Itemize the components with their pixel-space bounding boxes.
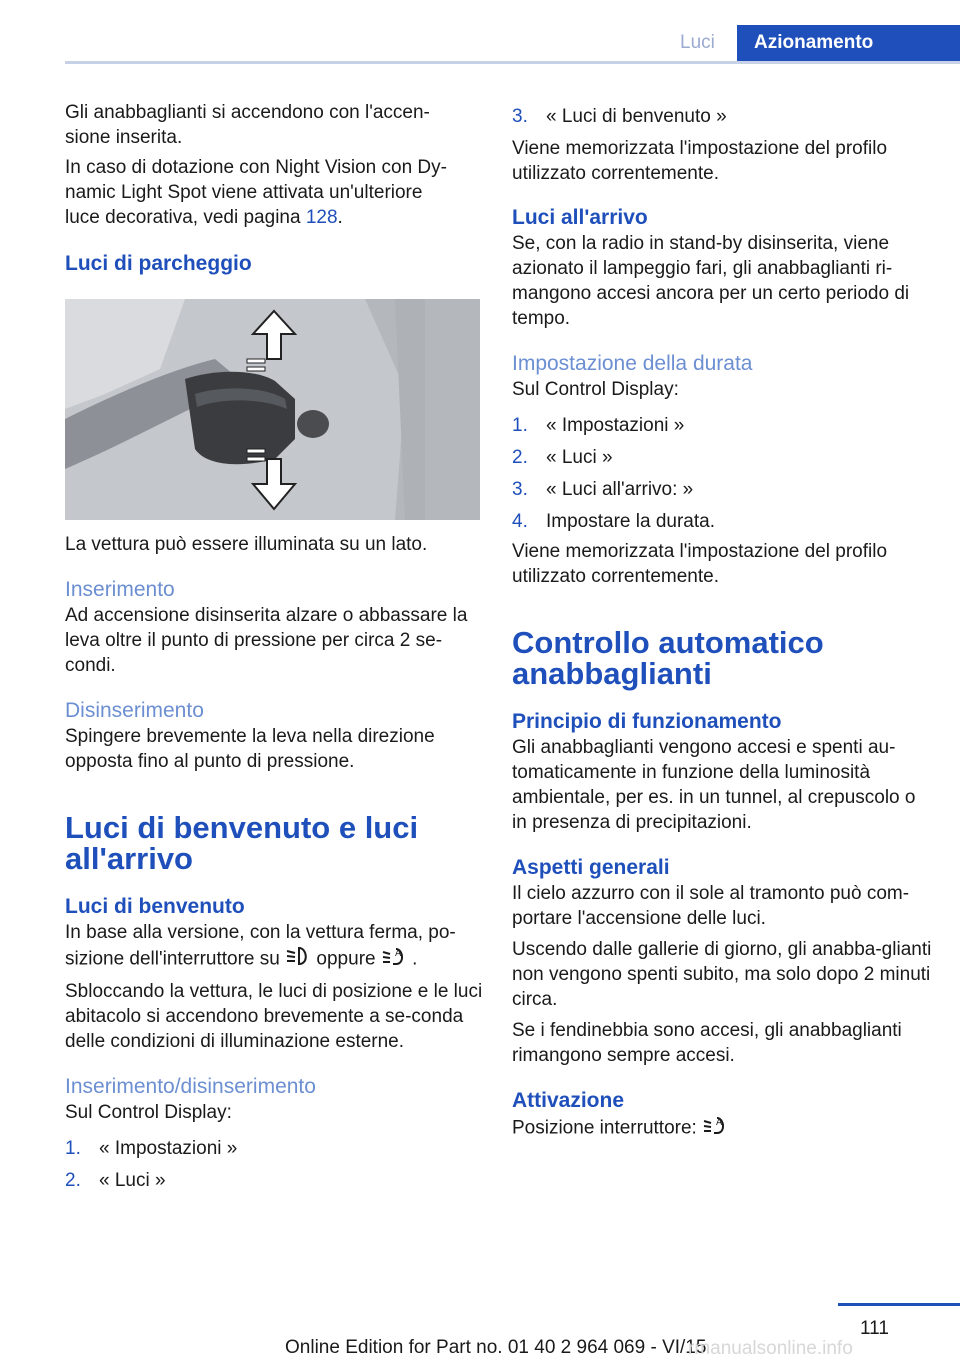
paragraph-switch-position	[512, 1114, 932, 1143]
auto-light-icon	[702, 1114, 728, 1143]
heading-arrival: Luci all'arrivo	[512, 206, 648, 229]
list-item	[512, 445, 932, 470]
step-number: 1.	[512, 415, 528, 436]
step-number: 1.	[65, 1138, 81, 1159]
paragraph-night-vision	[65, 155, 483, 230]
step-text: « Impostazioni »	[546, 415, 685, 436]
footer-edition: Online Edition for Part no. 01 40 2 964 069 - VI/15	[285, 1337, 707, 1358]
header-section: Luci	[680, 32, 715, 53]
list-item	[512, 477, 932, 502]
heading-deactivation: Disinserimento	[65, 699, 204, 722]
turn-signal-lever-image	[65, 299, 480, 520]
heading-parking-lights: Luci di parcheggio	[65, 252, 252, 275]
paragraph-control-display: Sul Control Display:	[65, 1102, 232, 1123]
step-number: 3.	[512, 479, 528, 500]
header-chapter-tab: Azionamento	[737, 25, 960, 61]
step-text: Impostare la durata.	[546, 511, 715, 532]
period: .	[337, 207, 343, 228]
watermark: rmanualsonline.info	[688, 1338, 853, 1359]
period: .	[412, 948, 418, 970]
header-rule	[65, 61, 960, 64]
paragraph-deactivation: Spingere brevemente la leva nella direzione opposta fino al punto di pressione.	[65, 726, 435, 772]
night-vision-text: In caso di dotazione con Night Vision con Dy‐ namic Light Spot viene attivata un'ulteriore luce decorativa, vedi pagina	[65, 157, 447, 228]
step-text: « Impostazioni »	[99, 1138, 238, 1159]
step-number: 2.	[512, 447, 528, 468]
steps-list-right-top	[512, 104, 932, 129]
svg-text:A: A	[716, 1118, 723, 1128]
steps-list-left	[65, 1136, 483, 1193]
heading-welcome: Luci di benvenuto	[65, 895, 245, 918]
page-number: 111	[860, 1318, 889, 1339]
paragraph-welcome-switch	[65, 920, 483, 974]
paragraph-general-2: Uscendo dalle gallerie di giorno, gli anabba‐glianti non vengono spenti subito, ma solo dopo 2 minuti circa.	[512, 939, 932, 1010]
or-text: oppure	[316, 948, 376, 970]
list-item	[65, 1168, 483, 1193]
welcome-switch-text: In base alla versione, con la vettura ferma, po‐ sizione dell'interruttore su	[65, 922, 456, 970]
paragraph-arrival: Se, con la radio in stand-by disinserita, viene azionato il lampeggio fari, gli anabbaglianti ri‐mangono accesi ancora per un certo periodo di tempo.	[512, 233, 910, 329]
step-text: « Luci »	[546, 447, 613, 468]
switch-position-text: Posizione interruttore:	[512, 1117, 697, 1139]
list-item	[512, 413, 932, 438]
page-link-128[interactable]: 128	[305, 207, 338, 228]
paragraph-memorized-2: Viene memorizzata l'impostazione del profilo utilizzato correntemente.	[512, 541, 888, 587]
lever-illustration	[65, 299, 480, 520]
paragraph-general-1: Il cielo azzurro con il sole al tramonto può com‐portare l'accensione delle luci.	[512, 883, 910, 929]
paragraph-principle: Gli anabbaglianti vengono accesi e spenti au‐tomaticamente in funzione della luminosità ambientale, per es. in un tunnel, al crepuscolo o in presenza di precipitazioni.	[512, 737, 916, 833]
list-item	[65, 1136, 483, 1161]
list-item	[512, 509, 932, 534]
step-text: « Luci »	[99, 1170, 166, 1191]
heading-enable: Attivazione	[512, 1089, 625, 1112]
heading-general: Aspetti generali	[512, 856, 670, 879]
paragraph-activation: Ad accensione disinserita alzare o abbassare la leva oltre il punto di pressione per circa 2 se‐condi.	[65, 605, 468, 676]
heading-on-off: Inserimento/disinserimento	[65, 1075, 316, 1098]
step-text: « Luci all'arrivo: »	[546, 479, 694, 500]
paragraph-welcome-unlock: Sbloccando la vettura, le luci di posizione e le luci abitacolo si accendono brevemente a se‐conda delle condizioni di illuminazione esterne.	[65, 981, 483, 1052]
step-text: « Luci di benvenuto »	[546, 106, 727, 127]
caption-parking: La vettura può essere illuminata su un lato.	[65, 534, 428, 555]
low-beam-icon	[285, 945, 311, 974]
heading-duration: Impostazione della durata	[512, 352, 753, 375]
paragraph-low-beam: Gli anabbaglianti si accendono con l'accen‐ sione inserita.	[65, 102, 430, 148]
svg-text:A: A	[394, 949, 402, 959]
steps-list-right	[512, 413, 932, 534]
heading-activation: Inserimento	[65, 578, 175, 601]
heading-principle: Principio di funzionamento	[512, 710, 782, 733]
heading-auto-low-beam: Controllo automatico anabbaglianti	[512, 625, 824, 691]
list-item	[512, 104, 932, 129]
auto-light-icon	[381, 945, 407, 974]
paragraph-general-3: Se i fendinebbia sono accesi, gli anabbaglianti rimangono sempre accesi.	[512, 1020, 902, 1066]
paragraph-memorized-1: Viene memorizzata l'impostazione del profilo utilizzato correntemente.	[512, 138, 888, 184]
heading-welcome-lights: Luci di benvenuto e luci all'arrivo	[65, 810, 419, 876]
left-column	[65, 100, 483, 1193]
footer-rule	[838, 1303, 960, 1306]
paragraph-control-display: Sul Control Display:	[512, 379, 679, 400]
step-number: 2.	[65, 1170, 81, 1191]
step-number: 3.	[512, 106, 528, 127]
step-number: 4.	[512, 511, 528, 532]
right-column	[512, 104, 932, 1143]
